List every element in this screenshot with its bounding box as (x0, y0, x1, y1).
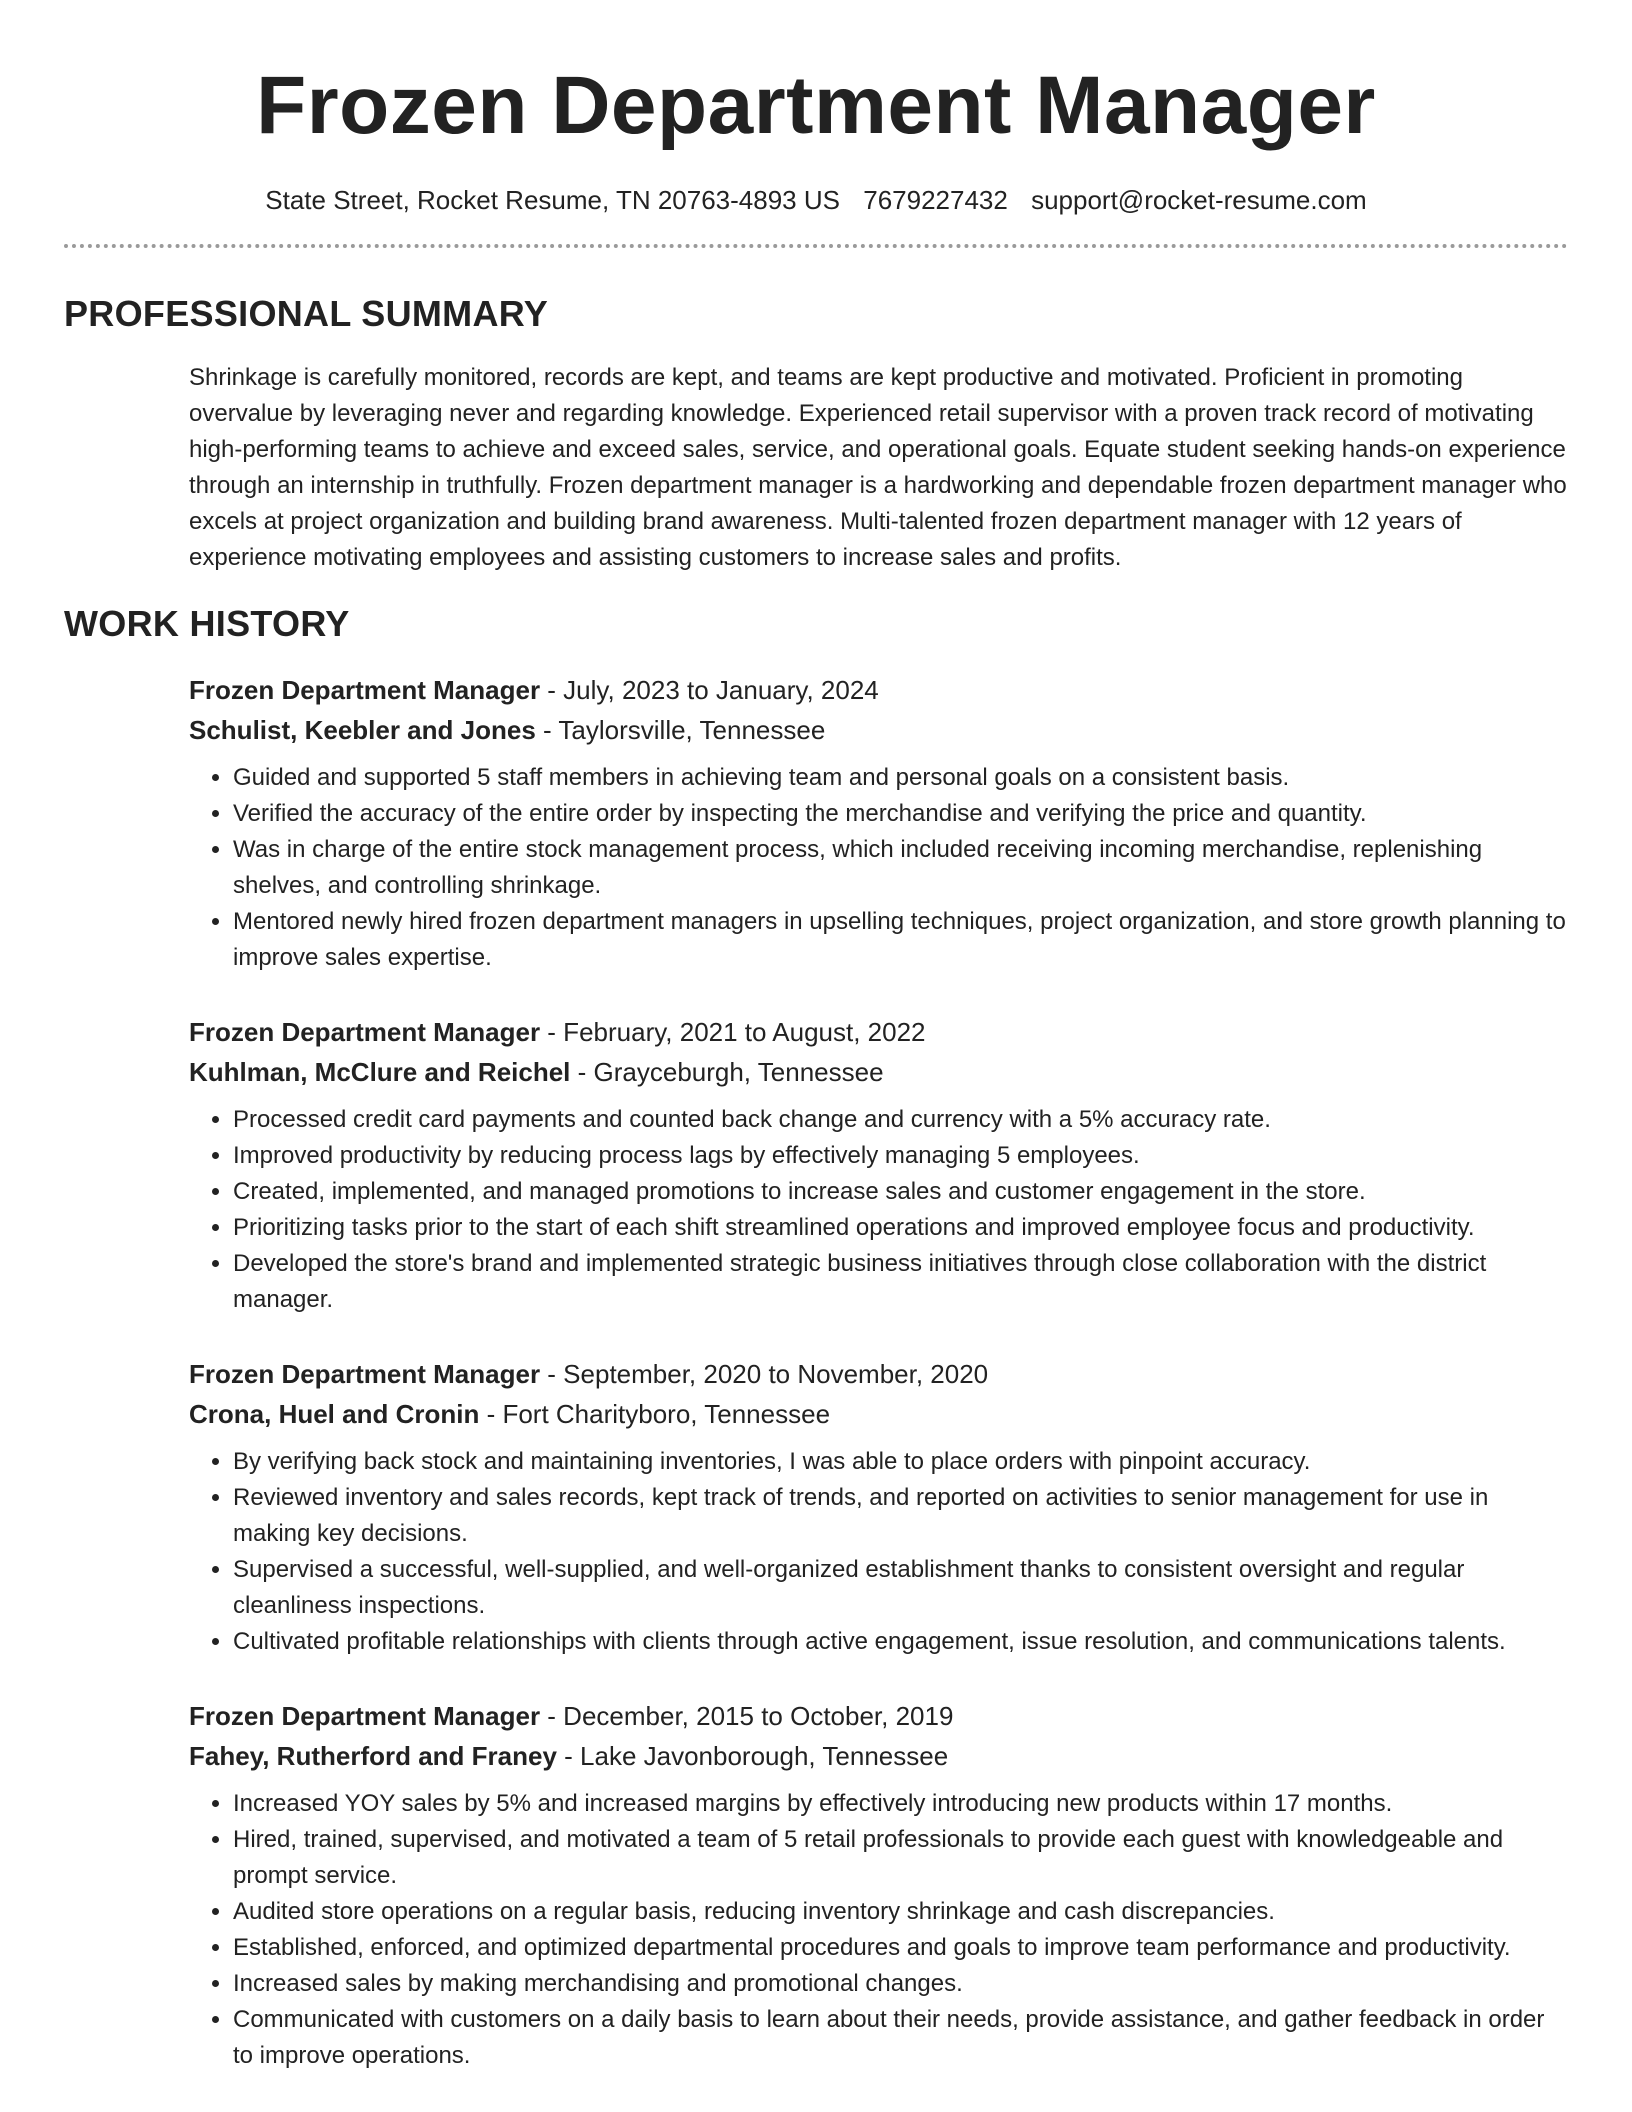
job-bullet: • Increased sales by making merchandising and promotional changes. (233, 1966, 1568, 2002)
job-company-line (189, 1394, 1568, 1434)
job-dates: - February, 2021 to August, 2022 (540, 1017, 926, 1047)
job-bullet: • Created, implemented, and managed promotions to increase sales and customer engagement in the store. (233, 1174, 1568, 1210)
job-company-line (189, 1736, 1568, 1776)
job-bullet: • Supervised a successful, well-supplied, and well-organized establishment thanks to consistent oversight and regular cleanliness inspections. (233, 1552, 1568, 1624)
job-bullet: • Audited store operations on a regular basis, reducing inventory shrinkage and cash discrepancies. (233, 1894, 1568, 1930)
job-dates: - September, 2020 to November, 2020 (540, 1359, 989, 1389)
job-role: Frozen Department Manager (189, 1359, 541, 1389)
job-title-line (189, 1696, 1568, 1736)
section-title-summary: PROFESSIONAL SUMMARY (64, 293, 549, 334)
job-role: Frozen Department Manager (189, 1017, 541, 1047)
job-bullet: • By verifying back stock and maintaining inventories, I was able to place orders with pinpoint accuracy. (233, 1444, 1568, 1480)
resume-name: Frozen Department Manager (256, 60, 1376, 151)
job-bullet: • Was in charge of the entire stock management process, which included receiving incoming merchandise, replenishing shelves, and controlling shrinkage. (233, 832, 1568, 904)
job-bullet: • Developed the store's brand and implemented strategic business initiatives through close collaboration with the district manager. (233, 1246, 1568, 1318)
job-bullet: • Processed credit card payments and counted back change and currency with a 5% accuracy rate. (233, 1102, 1568, 1138)
job-title-line (189, 670, 1568, 710)
job-bullet: • Hired, trained, supervised, and motivated a team of 5 retail professionals to provide each guest with knowledgeable and prompt service. (233, 1822, 1568, 1894)
job-role: Frozen Department Manager (189, 1701, 541, 1731)
job-dates: - December, 2015 to October, 2019 (540, 1701, 954, 1731)
job-company-line (189, 710, 1568, 750)
job-dates: - July, 2023 to January, 2024 (540, 675, 879, 705)
job-location: - Taylorsville, Tennessee (535, 715, 826, 745)
job-location: - Fort Charityboro, Tennessee (479, 1399, 831, 1429)
job-company: Crona, Huel and Cronin (189, 1399, 480, 1429)
job-company-line (189, 1052, 1568, 1092)
contact-address: State Street, Rocket Resume, TN 20763-4893 US (265, 185, 840, 215)
job-bullet: • Increased YOY sales by 5% and increased margins by effectively introducing new products within 17 months. (233, 1786, 1568, 1822)
job-bullet: • Communicated with customers on a daily basis to learn about their needs, provide assistance, and gather feedback in order to improve operations. (233, 2002, 1568, 2074)
job-bullet: • Improved productivity by reducing process lags by effectively managing 5 employees. (233, 1138, 1568, 1174)
contact-phone: 7679227432 (863, 185, 1008, 215)
contact-line (64, 182, 1568, 218)
job-bullet: • Mentored newly hired frozen department managers in upselling techniques, project organization, and store growth planning to improve sales expertise. (233, 904, 1568, 976)
job-location: - Grayceburgh, Tennessee (570, 1057, 884, 1087)
job-bullets (189, 760, 1568, 976)
job-title-line (189, 1012, 1568, 1052)
job-bullets (189, 1102, 1568, 1318)
job-bullet: • Verified the accuracy of the entire order by inspecting the merchandise and verifying the price and quantity. (233, 796, 1568, 832)
job-bullet: • Established, enforced, and optimized departmental procedures and goals to improve team performance and productivity. (233, 1930, 1568, 1966)
job-entry (189, 1354, 1568, 1660)
job-bullet: • Cultivated profitable relationships with clients through active engagement, issue resolution, and communications talents. (233, 1624, 1568, 1660)
work-history-list (189, 670, 1568, 2074)
section-title-work-history: WORK HISTORY (64, 603, 350, 644)
job-company: Kuhlman, McClure and Reichel (189, 1057, 571, 1087)
summary-text: Shrinkage is carefully monitored, records are kept, and teams are kept productive and motivated. Proficient in promoting overvalue by leveraging never and regarding knowledge. Experienced retail supervisor with a proven track record of motivating high-performing teams to achieve and exceed sales, service, and operational goals. Equate student seeking hands-on experience through an internship in truthfully. Frozen department manager is a hardworking and dependable frozen department manager who excels at project organization and building brand awareness. Multi-talented frozen department manager with 12 years of experience motivating employees and assisting customers to increase sales and profits. (189, 364, 1567, 571)
job-entry (189, 1012, 1568, 1318)
job-location: - Lake Javonborough, Tennessee (556, 1741, 949, 1771)
job-role: Frozen Department Manager (189, 675, 541, 705)
job-bullet: • Prioritizing tasks prior to the start of each shift streamlined operations and improved employee focus and productivity. (233, 1210, 1568, 1246)
job-company: Schulist, Keebler and Jones (189, 715, 536, 745)
job-entry (189, 1696, 1568, 2074)
job-company: Fahey, Rutherford and Franey (189, 1741, 557, 1771)
job-bullet: • Reviewed inventory and sales records, kept track of trends, and reported on activities to senior management for use in making key decisions. (233, 1480, 1568, 1552)
job-bullet: • Guided and supported 5 staff members in achieving team and personal goals on a consistent basis. (233, 760, 1568, 796)
header-divider (64, 244, 1568, 248)
job-bullets (189, 1786, 1568, 2074)
job-title-line (189, 1354, 1568, 1394)
job-entry (189, 670, 1568, 976)
contact-email: support@rocket-resume.com (1031, 185, 1367, 215)
job-bullets (189, 1444, 1568, 1660)
